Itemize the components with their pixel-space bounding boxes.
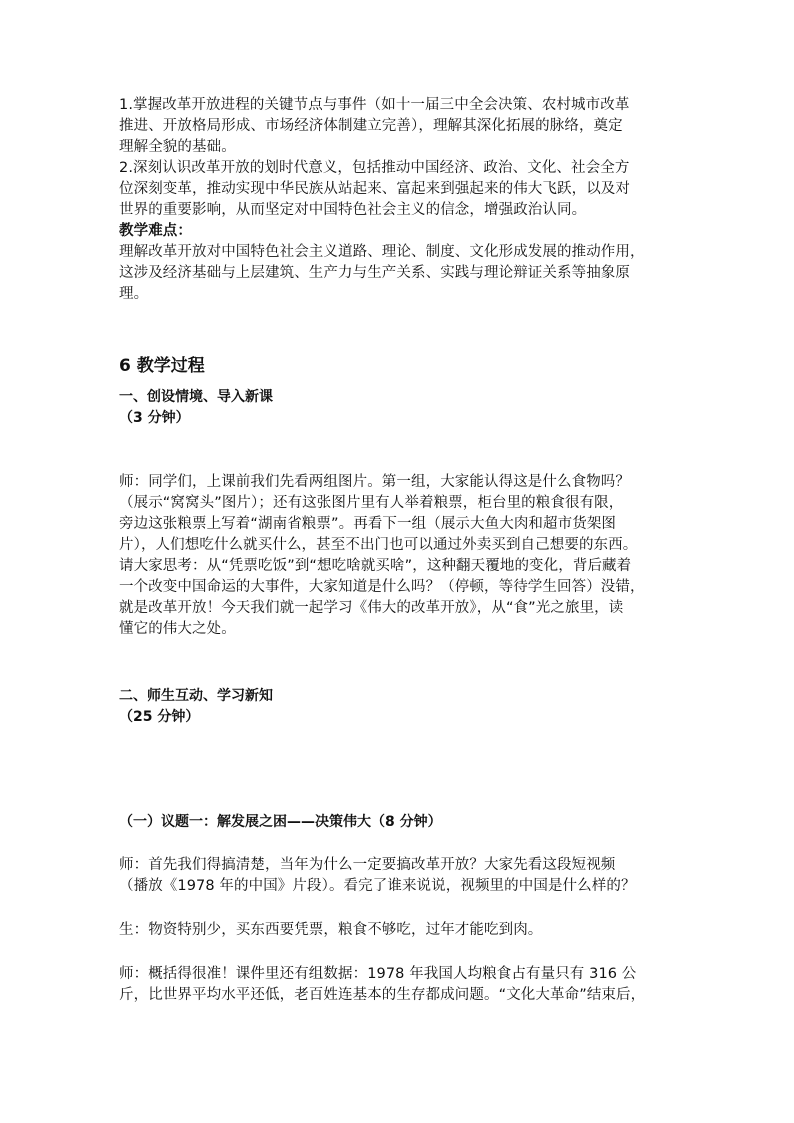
text-line: 理解改革开放对中国特色社会主义道路、理论、制度、文化形成发展的推动作用，	[119, 244, 645, 260]
text-line: 一个改变中国命运的大事件，大家知道是什么吗？（停顿，等待学生回答）没错，	[119, 579, 645, 595]
teacher-paragraph-2	[119, 964, 679, 1006]
difficulty-label: 教学难点：	[119, 223, 192, 239]
part1-paragraph	[119, 472, 679, 640]
part2-duration: （25 分钟）	[119, 709, 200, 725]
text-line: 旁边这张粮票上写着“湖南省粮票”。再看下一组（展示大鱼大肉和超市货架图	[119, 516, 617, 532]
text-line: 就是改革开放！今天我们就一起学习《伟大的改革开放》，从“食”光之旅里，读	[119, 600, 624, 616]
text-line: 斤，比世界平均水平还低，老百姓连基本的生存都成问题。“文化大革命”结束后，	[119, 987, 646, 1003]
text-line: 请大家思考：从“凭票吃饭”到“想吃啥就买啥”，这种翻天覆地的变化，背后藏着	[119, 558, 632, 574]
text-line: 生：物资特别少，买东西要凭票，粮食不够吃，过年才能吃到肉。	[119, 922, 543, 938]
text-line: 位深刻变革，推动实现中华民族从站起来、富起来到强起来的伟大飞跃，以及对	[119, 181, 630, 197]
text-line: 懂它的伟大之处。	[119, 621, 236, 637]
student-answer-1	[119, 920, 679, 941]
text-line: 1.掌握改革开放进程的关键节点与事件（如十一届三中全会决策、农村城市改革	[119, 97, 630, 113]
text-line: （播放《1978 年的中国》片段）。看完了谁来说说，视频里的中国是什么样的？	[119, 878, 636, 894]
topic1-title: （一）议题一：解发展之困——决策伟大（8 分钟）	[119, 814, 442, 830]
text-line: （展示“窝窝头”图片）；还有这张图片里有人举着粮票，柜台里的粮食很有限，	[119, 495, 624, 511]
text-line: 师：同学们，上课前我们先看两组图片。第一组，大家能认得这是什么食物吗？	[119, 474, 630, 490]
text-line: 片），人们想吃什么就买什么，甚至不出门也可以通过外卖买到自己想要的东西。	[119, 537, 638, 553]
part2-title: 二、师生互动、学习新知	[119, 688, 273, 704]
part1-duration: （3 分钟）	[119, 410, 190, 426]
objective-2	[119, 158, 679, 221]
text-line: 师：首先我们得搞清楚，当年为什么一定要搞改革开放？大家先看这段短视频	[119, 857, 616, 873]
text-line: 理解全貌的基础。	[119, 139, 236, 155]
teaching-difficulty	[119, 221, 679, 305]
text-line: 理。	[119, 286, 149, 302]
teacher-paragraph-1	[119, 855, 679, 897]
text-line: 推进、开放格局形成、市场经济体制建立完善），理解其深化拓展的脉络，奠定	[119, 118, 623, 134]
text-line: 世界的重要影响，从而坚定对中国特色社会主义的信念，增强政治认同。	[119, 202, 587, 218]
section-heading: 6 教学过程	[119, 356, 205, 376]
text-line: 2.深刻认识改革开放的划时代意义，包括推动中国经济、政治、文化、社会全方	[119, 160, 630, 176]
text-line: 这涉及经济基础与上层建筑、生产力与生产关系、实践与理论辩证关系等抽象原	[119, 265, 630, 281]
part1-title: 一、创设情境、导入新课	[119, 389, 273, 405]
objective-1	[119, 95, 679, 158]
text-line: 师：概括得很准！课件里还有组数据：1978 年我国人均粮食占有量只有 316 公	[119, 966, 637, 982]
